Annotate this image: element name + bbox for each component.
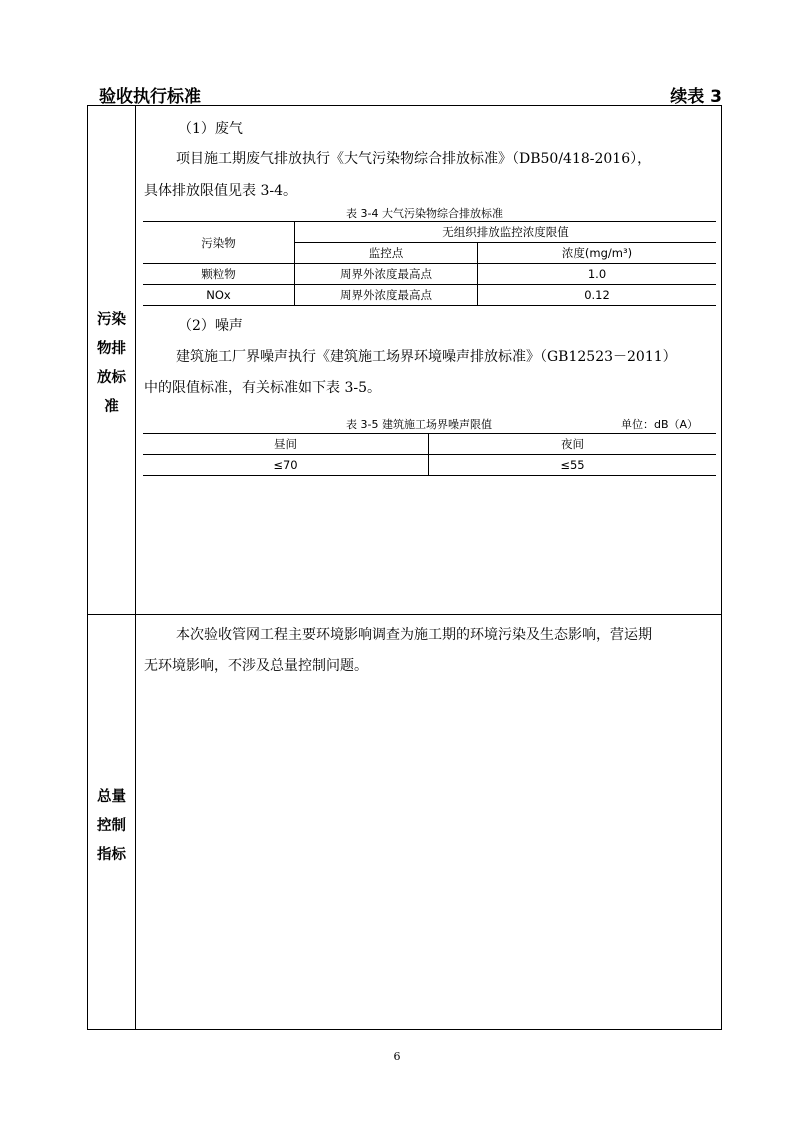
noise-text-line1: 建筑施工厂界噪声执行《建筑施工场界环境噪声排放标准》（GB12523－2011） [176, 349, 677, 365]
noise-table-unit: 单位：dB（A） [621, 418, 699, 431]
noise-table-caption: 表 3-5 建筑施工场界噪声限值 [346, 418, 492, 431]
table-row: NOx 周界外浓度最高点 0.12 [143, 285, 716, 306]
header-table-continuation: 续表 3 [670, 87, 722, 107]
header-title: 验收执行标准 [99, 87, 201, 107]
page-header [87, 82, 722, 106]
noise-heading: （2）噪声 [178, 318, 243, 334]
standards-table-frame [87, 105, 722, 1030]
air-text-line2: 具体排放限值见表 3-4。 [144, 183, 297, 199]
total-text-line1: 本次验收管网工程主要环境影响调查为施工期的环境污染及生态影响，营运期 [176, 627, 652, 643]
air-emission-table [143, 221, 716, 306]
table-row: 颗粒物 周界外浓度最高点 1.0 [143, 264, 716, 285]
section-divider [88, 614, 721, 615]
col-day-header: 昼间 [143, 434, 429, 455]
air-table-caption: 表 3-4 大气污染物综合排放标准 [346, 207, 503, 220]
air-text-line1: 项目施工期废气排放执行《大气污染物综合排放标准》（DB50/418-2016）， [176, 151, 652, 167]
col-pollutant-header: 污染物 [143, 222, 295, 264]
noise-limit-table [143, 433, 716, 476]
table-row: ≤70 ≤55 [143, 455, 716, 476]
label-column-divider [135, 106, 136, 1029]
total-text-line2: 无环境影响，不涉及总量控制问题。 [144, 658, 368, 674]
col-point-header: 监控点 [295, 243, 478, 264]
page-number: 6 [393, 1050, 401, 1063]
col-group-header: 无组织排放监控浓度限值 [295, 222, 717, 243]
col-conc-header: 浓度(mg/m³) [478, 243, 717, 264]
section-label-total-control: 总量 控制 指标 [97, 789, 126, 863]
noise-text-line2: 中的限值标准，有关标准如下表 3-5。 [144, 380, 381, 396]
section-label-emission-standards: 污染 物排 放标 准 [97, 312, 126, 415]
air-heading: （1）废气 [178, 121, 243, 137]
col-night-header: 夜间 [429, 434, 717, 455]
